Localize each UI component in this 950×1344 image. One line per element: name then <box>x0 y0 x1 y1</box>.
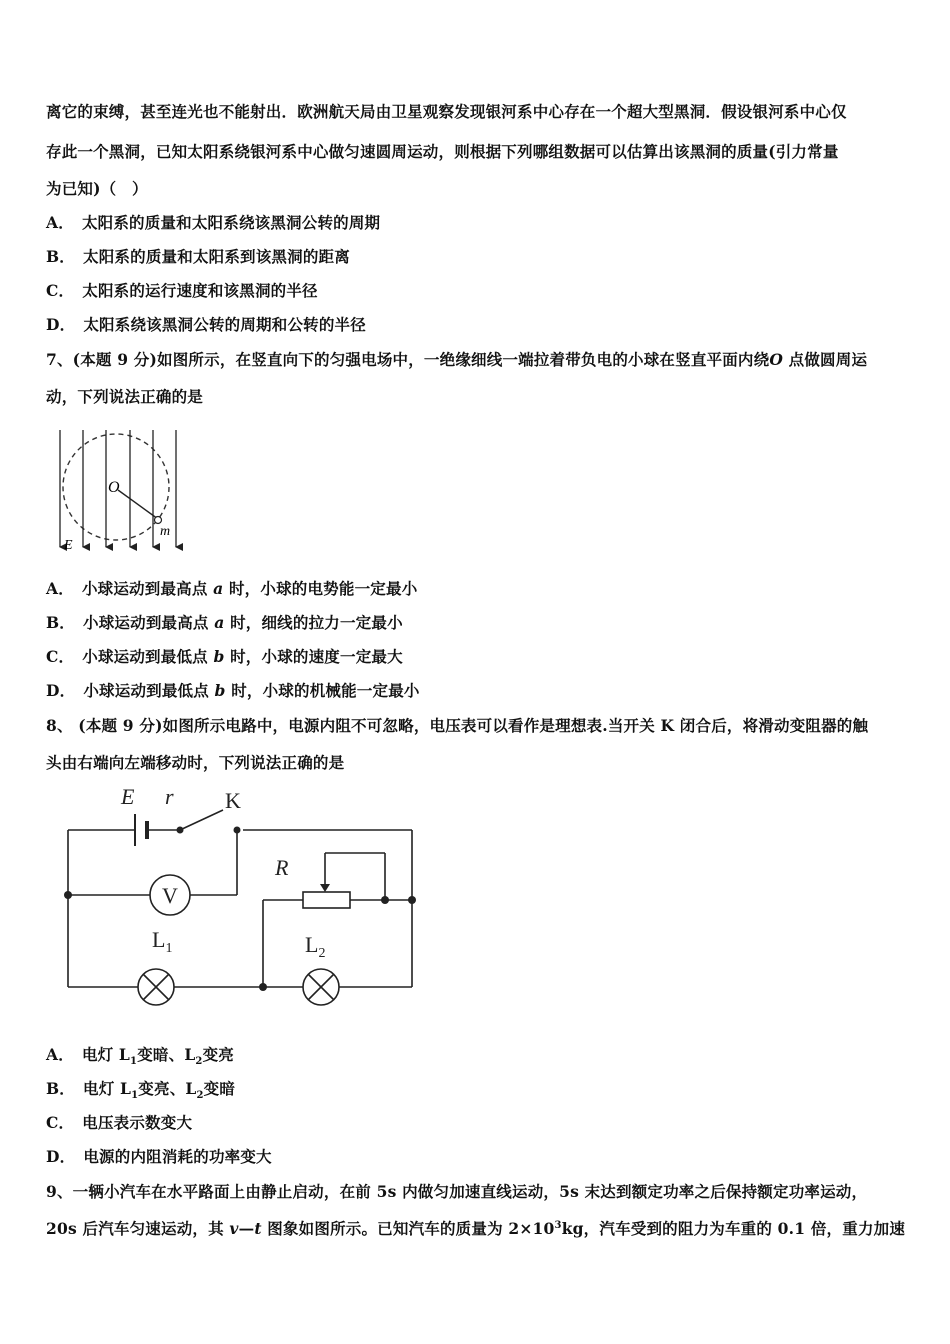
q7-electric-field-figure <box>48 425 188 555</box>
q7-stem-line-2: 动，下列说法正确的是 <box>46 387 204 406</box>
q8-rheostat <box>303 892 350 908</box>
q8-lamp-l1 <box>138 969 174 1005</box>
q7-label-e: E <box>64 538 73 553</box>
q9-stem-line-1: 9、一辆小汽车在水平路面上由静止启动，在前 5s 内做匀加速直线运动，5s 末达到额定功率之后保持额定功率运动， <box>46 1182 868 1201</box>
q8-option-c: C． 电压表示数变大 <box>46 1113 193 1132</box>
q6-stem-line-3: 为已知)（ ） <box>46 179 148 198</box>
q9-stem-line-2: 20s 后汽车匀速运动，其 v—t 图象如图所示。已知汽车的质量为 $2\times 10^3kg$，汽车受到的阻力为车重的 0.1 倍，重力加速 <box>46 1219 906 1238</box>
q7-ball <box>155 517 162 524</box>
q6-option-b: B． 太阳系的质量和太阳系到该黑洞的距离 <box>46 247 350 266</box>
q7-option-d: D． 小球运动到最低点 b 时，小球的机械能一定最小 <box>46 681 420 700</box>
q7-stem-line-1: 7、(本题 9 分)如图所示，在竖直向下的匀强电场中，一绝缘细线一端拉着带负电的小球在竖直平面内绕O 点做圆周运 <box>46 350 868 369</box>
q8-option-d: D． 电源的内阻消耗的功率变大 <box>46 1147 272 1166</box>
q8-label-l2: $L_2$ <box>305 932 326 961</box>
q7-option-a: A． 小球运动到最高点 a 时，小球的电势能一定最小 <box>46 579 418 598</box>
q8-label-l1: $L_1$ <box>152 927 173 956</box>
q6-option-a: A． 太阳系的质量和太阳系绕该黑洞公转的周期 <box>46 213 381 232</box>
q8-lamp-l2 <box>303 969 339 1005</box>
q7-label-o: O <box>108 479 120 496</box>
q8-junction-slider <box>381 896 389 904</box>
q8-label-r-rheostat: R <box>275 855 289 880</box>
q8-label-e: E <box>121 784 135 809</box>
q7-string <box>118 490 158 519</box>
q8-switch-contact-left <box>177 827 184 834</box>
q8-option-b: B． 电灯 $L_1$变亮、$L_2$变暗 <box>46 1079 236 1102</box>
q8-junction-bottom <box>259 983 267 991</box>
q8-junction-left <box>64 891 72 899</box>
q8-label-v: V <box>162 883 178 908</box>
q6-stem-line-1: 离它的束缚，甚至连光也不能射出．欧洲航天局由卫星观察发现银河系中心存在一个超大型黑洞．假设银河系中心仅 <box>46 102 847 121</box>
q6-option-c: C． 太阳系的运行速度和该黑洞的半径 <box>46 281 318 300</box>
q8-junction-right <box>408 896 416 904</box>
q7-option-b: B． 小球运动到最高点 a 时，细线的拉力一定最小 <box>46 613 403 632</box>
q8-stem-line-1: 8、 (本题 9 分)如图所示电路中，电源内阻不可忽略，电压表可以看作是理想表.当开关 K 闭合后，将滑动变阻器的触 <box>46 716 869 735</box>
q8-slider-arrowhead <box>320 884 330 892</box>
q7-label-m: m <box>160 524 171 539</box>
q7-option-c: C． 小球运动到最低点 b 时，小球的速度一定最大 <box>46 647 403 666</box>
q6-option-d: D． 太阳系绕该黑洞公转的周期和公转的半径 <box>46 315 366 334</box>
q8-switch-contact-right <box>234 827 241 834</box>
q8-label-k: K <box>225 788 241 813</box>
q8-circuit-figure <box>55 780 435 1020</box>
q8-option-a: A． 电灯 $L_1$变暗、$L_2$变亮 <box>46 1045 234 1068</box>
q6-stem-line-2: 存此一个黑洞，已知太阳系绕银河系中心做匀速圆周运动，则根据下列哪组数据可以估算出该黑洞的质量(引力常量 <box>46 142 839 161</box>
q8-stem-line-2: 头由右端向左端移动时，下列说法正确的是 <box>46 753 345 772</box>
q8-label-r: r <box>165 784 174 809</box>
